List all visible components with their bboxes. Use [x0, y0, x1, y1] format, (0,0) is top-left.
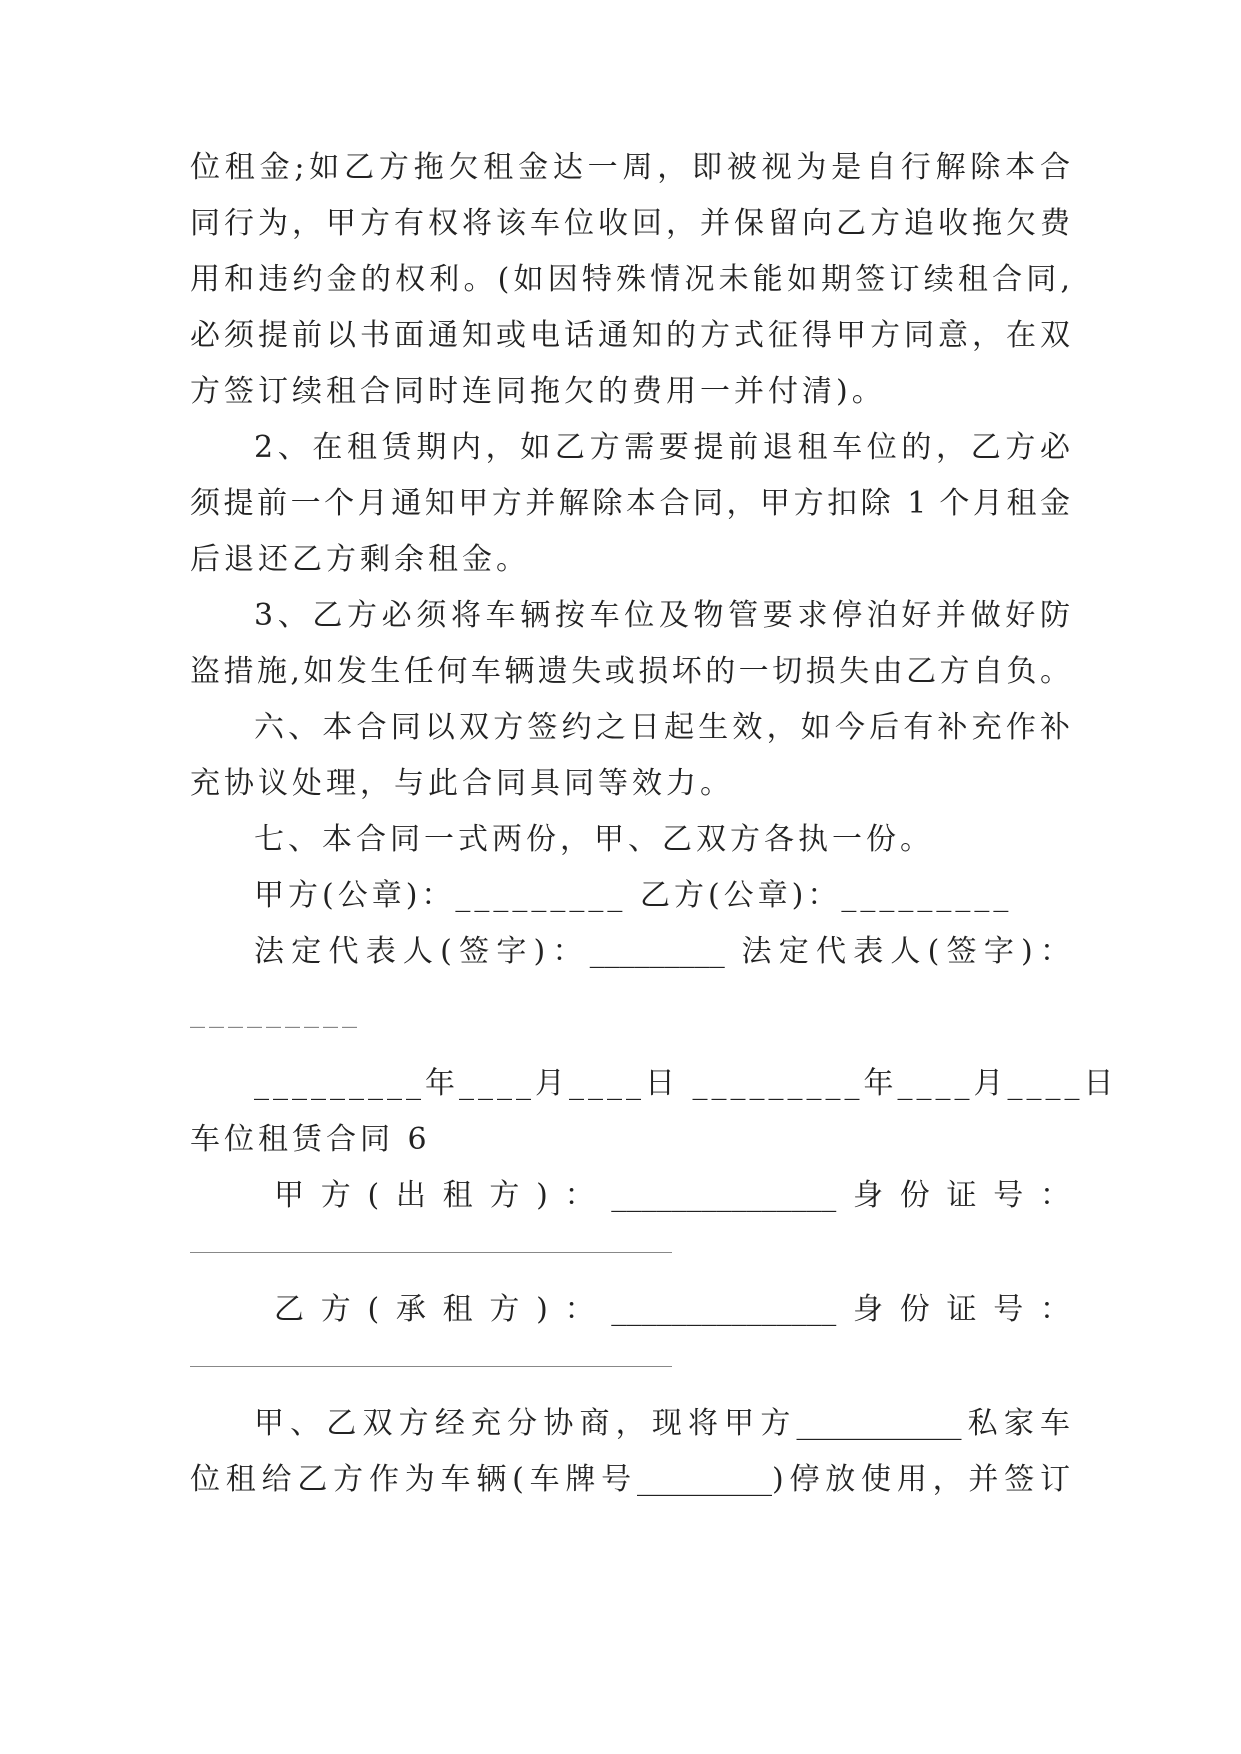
clause-2-line: 后退还乙方剩余租金。 [190, 542, 530, 577]
signature-line: 法定代表人(签字)：_________ 法定代表人(签字)： [254, 934, 1070, 969]
paragraph-line: 同行为，甲方有权将该车位收回，并保留向乙方追收拖欠费 [190, 206, 1070, 241]
signature-blank: _________ [190, 994, 361, 1029]
section-title: 车位租赁合同 6 [190, 1122, 431, 1157]
clause-6-line: 六、本合同以双方签约之日起生效，如今后有补充作补 [254, 710, 1070, 745]
clause-7-line: 七、本合同一式两份，甲、乙双方各执一份。 [254, 822, 934, 857]
agreement-line: 位租给乙方作为车辆(车牌号_________)停放使用，并签订 [190, 1462, 1070, 1497]
date-line: _________年____月____日 _________年____月____日 [254, 1066, 1118, 1101]
seal-line: 甲方(公章)：_________ 乙方(公章)：_________ [254, 878, 1013, 913]
lessee-id-blank [190, 1366, 672, 1367]
clause-6-line: 充协议处理，与此合同具同等效力。 [190, 766, 734, 801]
clause-3-line: 3、乙方必须将车辆按车位及物管要求停泊好并做好防 [254, 598, 1070, 633]
paragraph-line: 用和违约金的权利。(如因特殊情况未能如期签订续租合同, [190, 262, 1070, 297]
agreement-line: 甲、乙双方经充分协商，现将甲方___________私家车 [254, 1406, 1070, 1441]
lessee-line: 乙方(承租方)：_______________身份证号： [274, 1292, 1070, 1327]
clause-2-line: 须提前一个月通知甲方并解除本合同，甲方扣除 1 个月租金 [190, 486, 1070, 521]
clause-2-line: 2、在租赁期内，如乙方需要提前退租车位的，乙方必 [254, 430, 1070, 465]
lessor-id-blank [190, 1252, 672, 1253]
paragraph-line: 必须提前以书面通知或电话通知的方式征得甲方同意，在双 [190, 318, 1070, 353]
lessor-line: 甲方(出租方)：_______________身份证号： [274, 1178, 1070, 1213]
paragraph-line: 方签订续租合同时连同拖欠的费用一并付清)。 [190, 374, 886, 409]
clause-3-line: 盗措施,如发生任何车辆遗失或损坏的一切损失由乙方自负。 [190, 654, 1070, 689]
paragraph-line: 位租金;如乙方拖欠租金达一周，即被视为是自行解除本合 [190, 150, 1070, 185]
